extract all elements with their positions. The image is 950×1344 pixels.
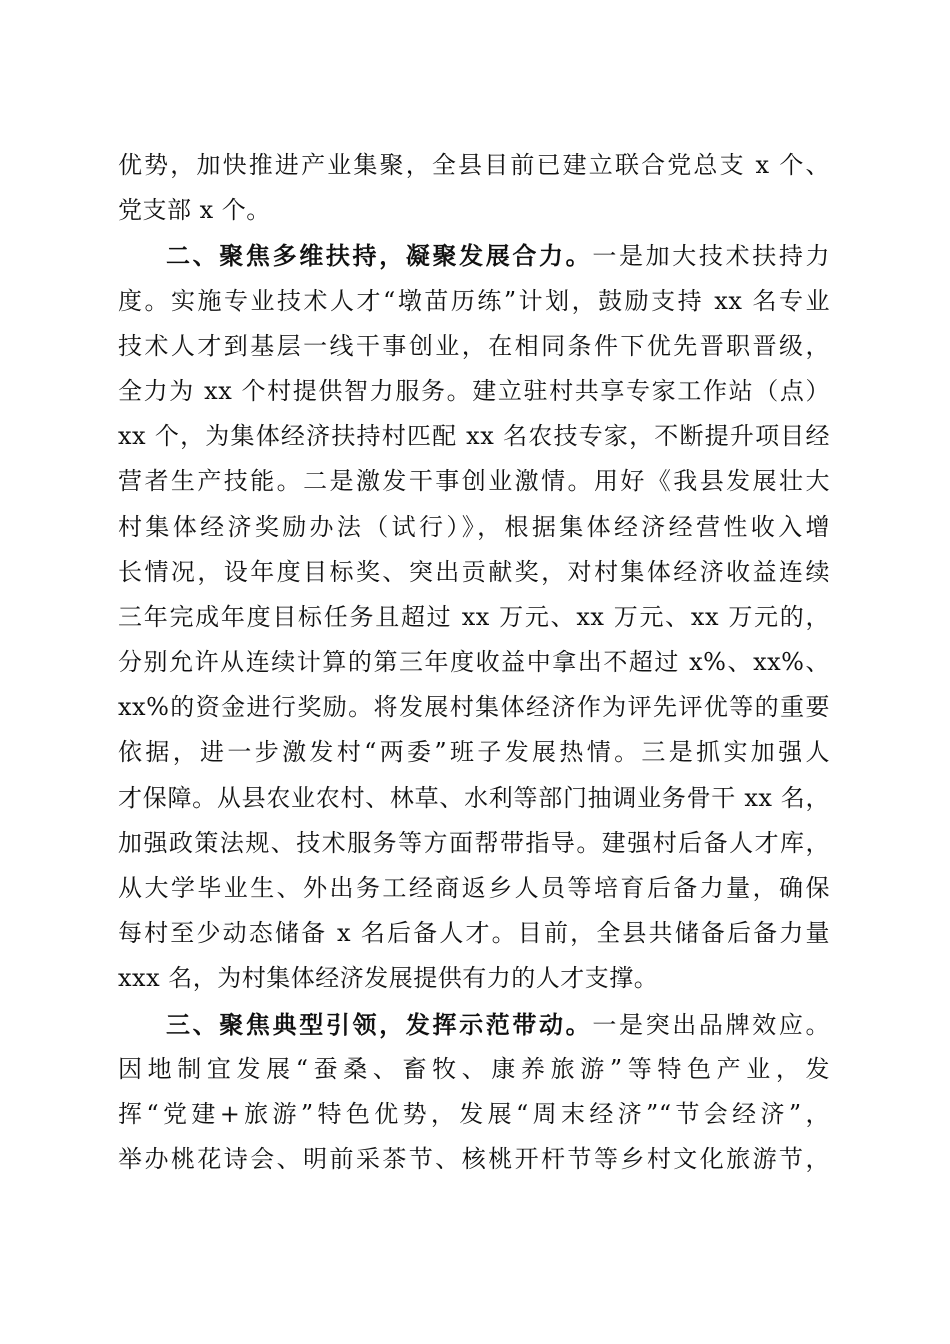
text-line: 度。实施专业技术人才“墩苗历练”计划，鼓励支持 xx 名专业 xyxy=(118,286,830,315)
section-heading-line xyxy=(118,1002,830,1047)
text-line: 加强政策法规、技术服务等方面帮带指导。建强村后备人才库， xyxy=(118,828,830,857)
text-line: 技术人才到基层一线干事创业，在相同条件下优先晋职晋级， xyxy=(118,331,830,360)
text-line: xx%的资金进行奖励。将发展村集体经济作为评先评优等的重要 xyxy=(118,693,830,722)
text-line: xx 个，为集体经济扶持村匹配 xx 名农技专家，不断提升项目经 xyxy=(118,422,830,451)
text-line: 依据，进一步激发村“两委”班子发展热情。三是抓实加强人 xyxy=(118,738,830,767)
text-line: 党支部 x 个。 xyxy=(118,196,271,225)
document-body xyxy=(118,143,830,1182)
section-heading-continuation: 一是加大技术扶持力 xyxy=(592,242,831,271)
text-line: 才保障。从县农业农村、林草、水利等部门抽调业务骨干 xx 名， xyxy=(118,783,830,812)
text-line: 营者生产技能。二是激发干事创业激情。用好《我县发展壮大 xyxy=(118,467,830,496)
text-line: 举办桃花诗会、明前采茶节、核桃开杆节等乡村文化旅游节， xyxy=(118,1145,830,1174)
text-line: 每村至少动态储备 x 名后备人才。目前，全县共储备后备力量 xyxy=(118,919,830,948)
section-heading-line xyxy=(118,233,830,278)
text-line: 村集体经济奖励办法（试行）》，根据集体经济经营性收入增 xyxy=(118,512,830,541)
text-line: 从大学毕业生、外出务工经商返乡人员等培育后备力量，确保 xyxy=(118,874,830,902)
text-line: 长情况，设年度目标奖、突出贡献奖，对村集体经济收益连续 xyxy=(118,557,830,586)
text-line: 挥“党建+旅游”特色优势，发展“周末经济”“节会经济”， xyxy=(118,1099,830,1128)
section-heading: 三、聚焦典型引领，发挥示范带动。 xyxy=(166,1009,593,1039)
section-heading-continuation: 一是突出品牌效应。 xyxy=(592,1010,831,1039)
text-line: 优势，加快推进产业集聚，全县目前已建立联合党总支 x 个、 xyxy=(118,151,830,179)
text-line: xxx 名，为村集体经济发展提供有力的人才支撑。 xyxy=(118,964,659,993)
text-line: 全力为 xx 个村提供智力服务。建立驻村共享专家工作站（点） xyxy=(118,376,830,405)
text-line: 因地制宜发展“蚕桑、畜牧、康养旅游”等特色产业，发 xyxy=(118,1054,830,1083)
section-heading: 二、聚焦多维扶持，凝聚发展合力。 xyxy=(166,241,593,271)
text-line: 三年完成年度目标任务且超过 xx 万元、xx 万元、xx 万元的， xyxy=(118,602,830,631)
text-line: 分别允许从连续计算的第三年度收益中拿出不超过 x%、xx%、 xyxy=(118,648,830,677)
